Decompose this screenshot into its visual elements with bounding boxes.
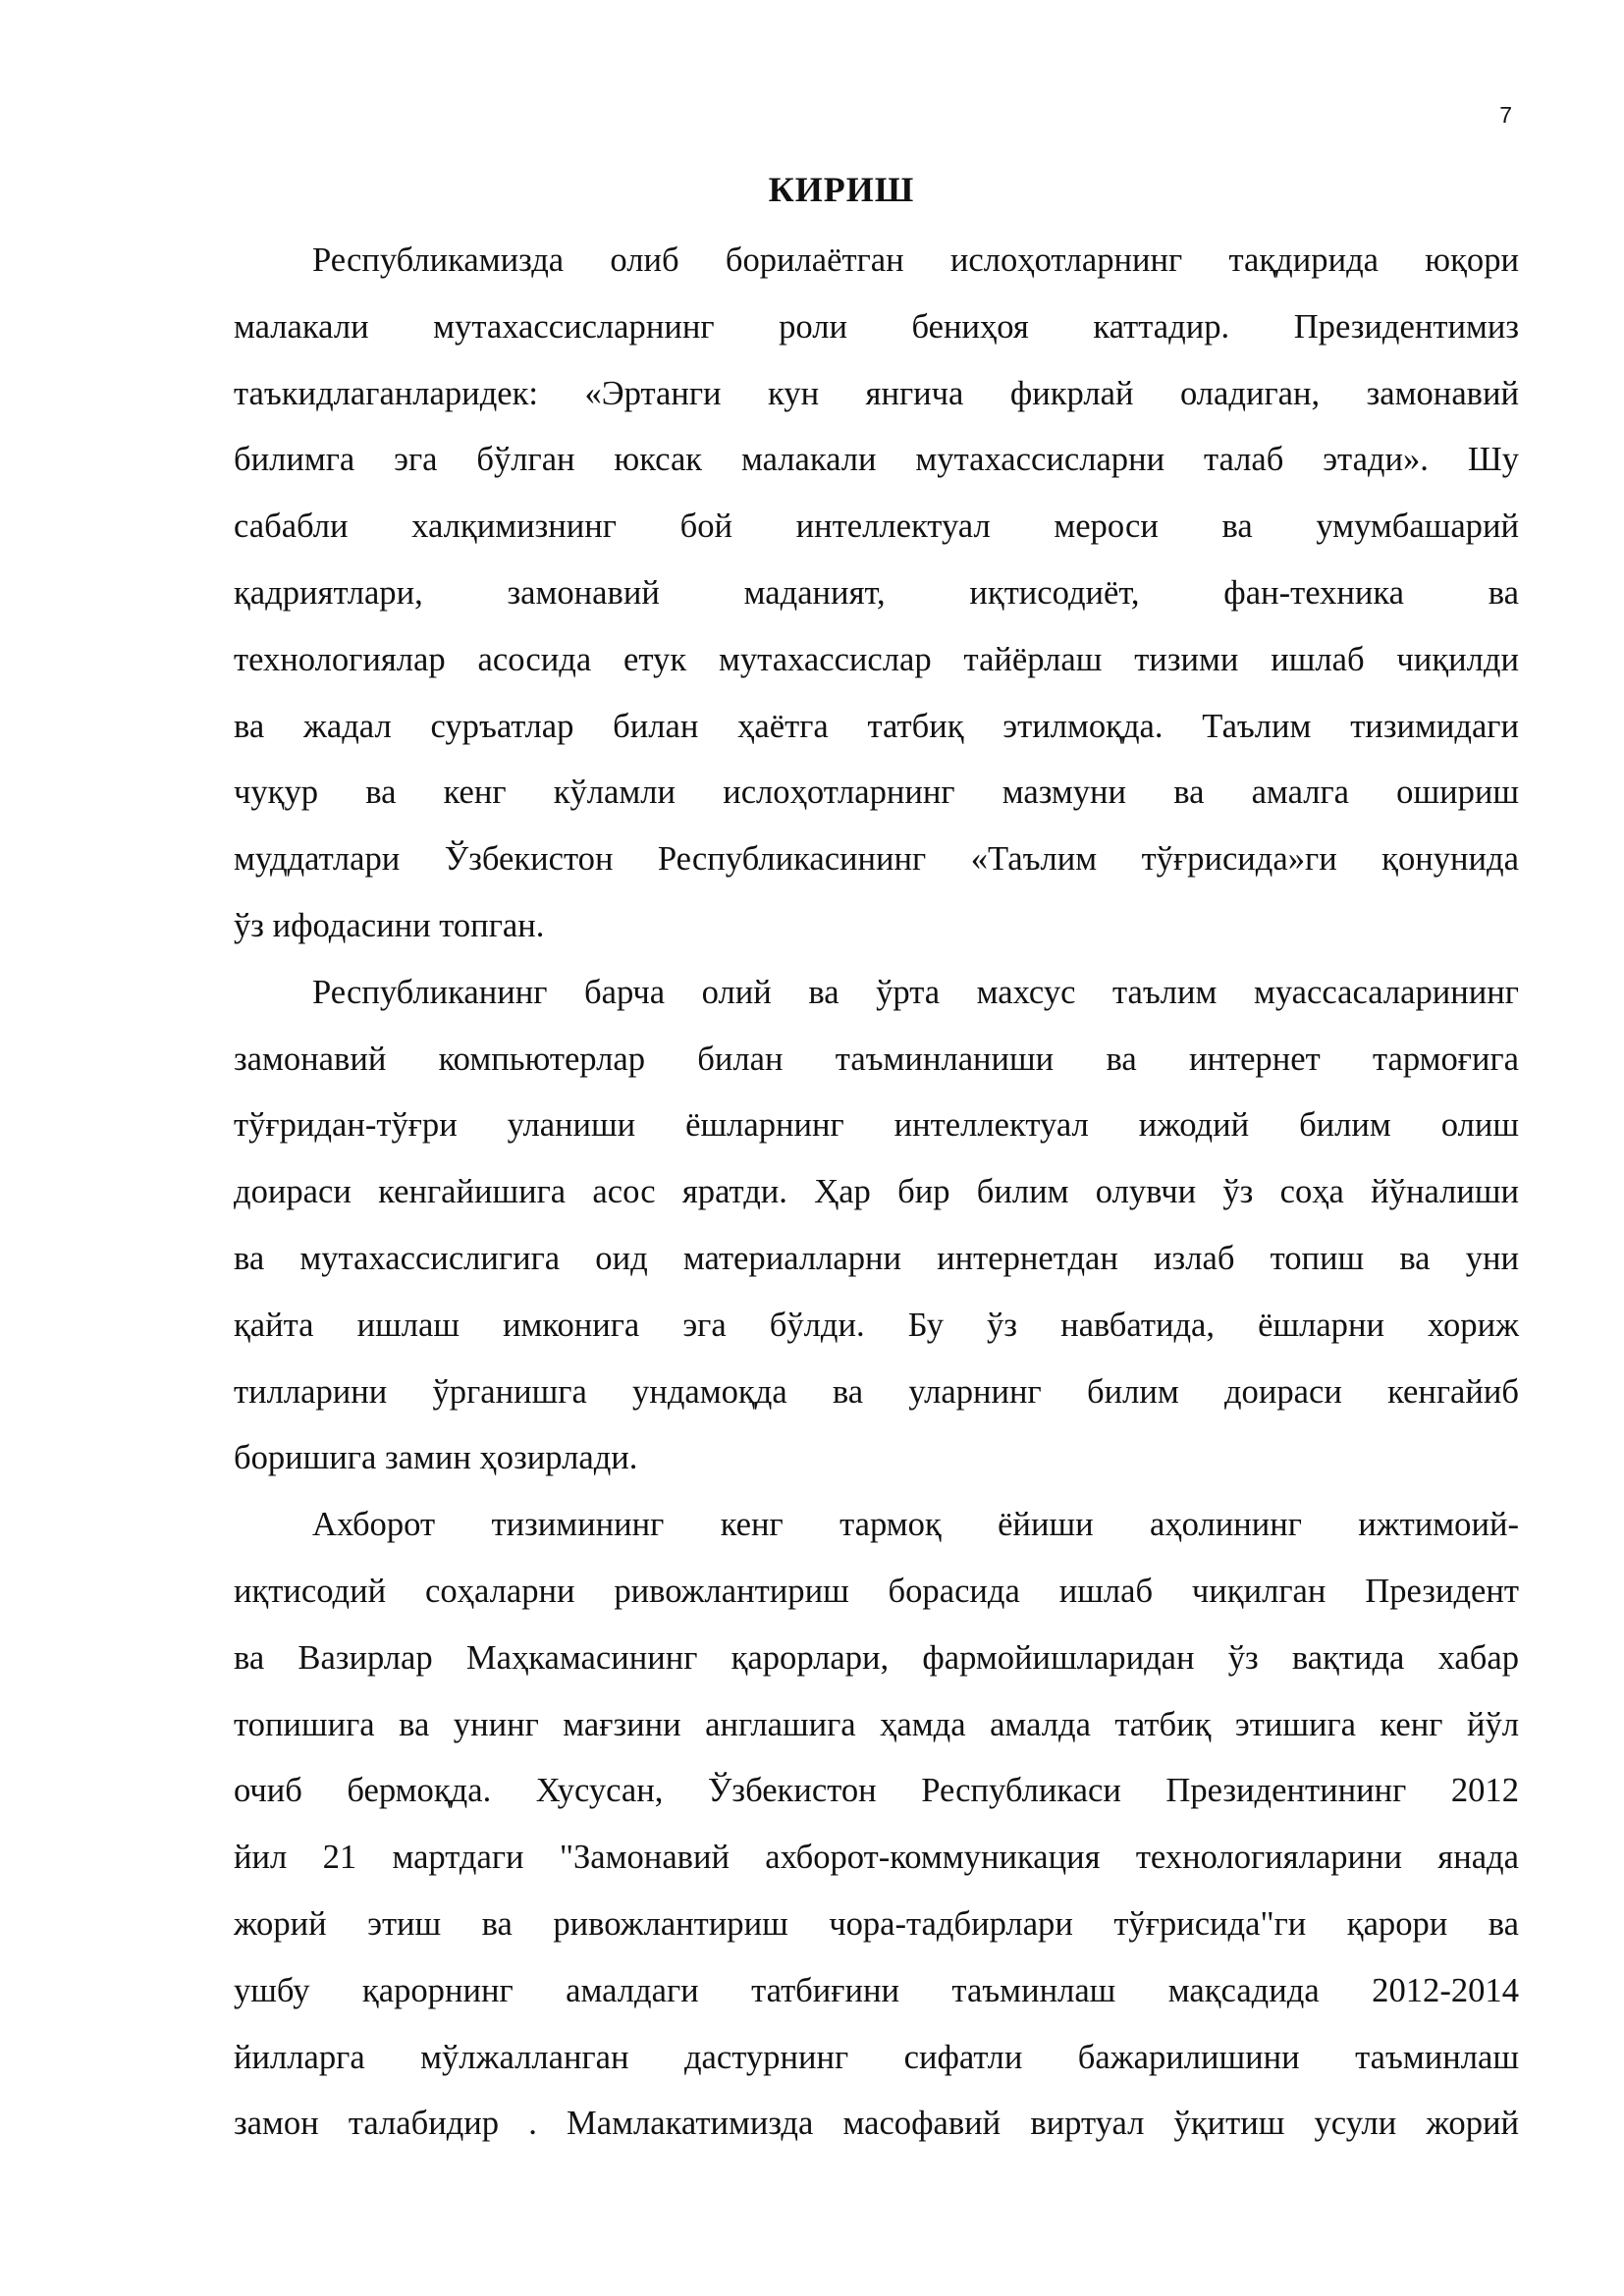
text-line: қайта ишлаш имконига эга бўлди. Бу ўз навбатида, ёшларни хориж <box>234 1306 1519 1344</box>
text-line: йил 21 мартдаги "Замонавий ахборот-коммуникация технологияларини янада <box>234 1839 1519 1877</box>
text-line: Ахборот тизимининг кенг тармоқ ёйиши аҳолининг ижтимоий- <box>312 1506 1519 1544</box>
section-title: КИРИШ <box>768 170 915 209</box>
text-line: йилларга мўлжалланган дастурнинг сифатли бажарилишини таъминлаш <box>234 2038 1519 2076</box>
text-line: замонавий компьютерлар билан таъминланиши ва интернет тармоғига <box>234 1040 1519 1078</box>
text-line: таъкидлаганларидек: «Эртанги кун янгича фикрлай оладиган, замонавий <box>234 374 1519 412</box>
text-line: чуқур ва кенг кўламли ислоҳотларнинг мазмуни ва амалга ошириш <box>234 774 1519 812</box>
text-line: тилларини ўрганишга ундамоқда ва уларнинг билим доираси кенгайиб <box>234 1372 1519 1411</box>
text-line: малакали мутахассисларнинг роли бениҳоя каттадир. Президентимиз <box>234 307 1519 346</box>
text-line: технологиялар асосида етук мутахассислар тайёрлаш тизими ишлаб чиқилди <box>234 640 1519 678</box>
text-line: ва мутахассислигига оид материалларни интернетдан излаб топиш ва уни <box>234 1239 1519 1277</box>
text-line: ушбу қарорнинг амалдаги татбиғини таъминлаш мақсадида 2012-2014 <box>234 1971 1519 2009</box>
text-line: замон талабидир . Мамлакатимизда масофавий виртуал ўқитиш усули жорий <box>234 2105 1519 2143</box>
text-line: Республикамизда олиб борилаётган ислоҳотларнинг тақдирида юқори <box>312 241 1519 279</box>
text-line: боришига замин ҳозирлади. <box>234 1439 638 1477</box>
text-line: иқтисодий соҳаларни ривожлантириш борасида ишлаб чиқилган Президент <box>234 1572 1519 1610</box>
text-line: муддатлари Ўзбекистон Республикасининг «Таълим тўғрисида»ги қонунида <box>234 840 1519 879</box>
text-line: ва жадал суръатлар билан ҳаётга татбиқ этилмоқда. Таълим тизимидаги <box>234 707 1519 745</box>
text-line: сабабли халқимизнинг бой интеллектуал мероси ва умумбашарий <box>234 507 1519 546</box>
text-line: тўғридан-тўғри уланиши ёшларнинг интеллектуал ижодий билим олиш <box>234 1106 1519 1145</box>
text-line: очиб бермоқда. Хусусан, Ўзбекистон Республикаси Президентининг 2012 <box>234 1772 1519 1810</box>
text-line: қадриятлари, замонавий маданият, иқтисодиёт, фан-техника ва <box>234 573 1519 612</box>
text-line: билимга эга бўлган юксак малакали мутахассисларни талаб этади». Шу <box>234 441 1519 479</box>
text-line: ўз ифодасини топган. <box>234 906 545 944</box>
text-line: ва Вазирлар Маҳкамасининг қарорлари, фармойишларидан ўз вақтида хабар <box>234 1638 1519 1677</box>
text-line: доираси кенгайишига асос яратди. Ҳар бир билим олувчи ўз соҳа йўналиши <box>234 1173 1519 1211</box>
document-body <box>234 228 1519 2158</box>
page-number: 7 <box>1499 102 1512 128</box>
text-line: топишига ва унинг мағзини англашига ҳамда амалда татбиқ этишига кенг йўл <box>234 1705 1519 1743</box>
text-line: Республиканинг барча олий ва ўрта махсус таълим муассасаларининг <box>312 973 1519 1011</box>
text-line: жорий этиш ва ривожлантириш чора-тадбирлари тўғрисида"ги қарори ва <box>234 1904 1519 1943</box>
paragraph-1 <box>234 228 1519 960</box>
paragraph-2 <box>234 960 1519 1492</box>
paragraph-3 <box>234 1492 1519 2158</box>
